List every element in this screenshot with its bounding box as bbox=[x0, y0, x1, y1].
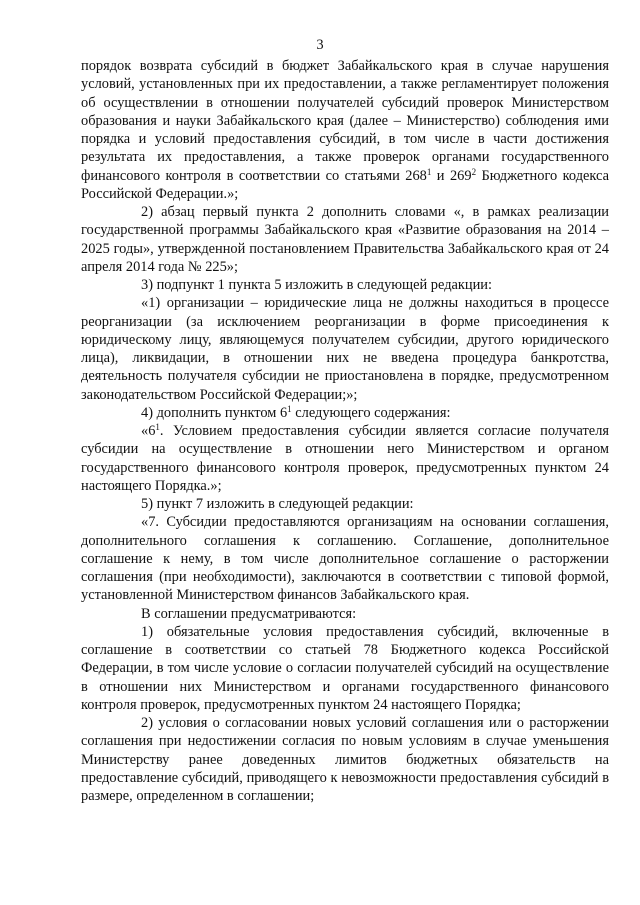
paragraph-item-2 bbox=[81, 203, 609, 276]
text-segment: 2) абзац первый пункта 2 дополнить словами «, в рамках реализации государственной программы Забайкальского края «Развитие образования на 2014 – 2025 годы», утвержденной постановлением Правительства Забайкальского края от 24 апреля 2014 года № 225»; bbox=[81, 204, 609, 275]
text-segment: 2) условия о согласовании новых условий соглашения или о расторжении соглашения при недостижении согласия по новым условиям в случае уменьшения Министерству ранее доведенных лимитов бюджетных обязательств на предоставление субсидий, приводящего к невозможности предоставления субсидий в размере, определенном в соглашении; bbox=[81, 715, 609, 804]
text-segment: «1) организации – юридические лица не должны находиться в процессе реорганизации (за исключением реорганизации в форме присоединения к юридическому лицу, являющемуся получателем субсидии, другого юридического лица), ликвидации, в отношении них не введена процедура банкротства, деятельность получателя субсидии не приостановлена в порядке, предусмотренном законодательством Российской Федерации;»; bbox=[81, 295, 609, 403]
paragraph-item-4-text bbox=[81, 422, 609, 495]
paragraph-item-3 bbox=[81, 276, 609, 294]
paragraph-item-3-text bbox=[81, 294, 609, 404]
paragraph-item-4 bbox=[81, 404, 609, 422]
text-segment: «7. Субсидии предоставляются организациям на основании соглашения, дополнительного соглашения к соглашению. Соглашение, дополнительное соглашение к нему, в том числе дополнительное соглашение о расторжении соглашения (при необходимости), заключаются в соответствии с типовой формой, установленной Министерством финансов Забайкальского края. bbox=[81, 514, 609, 604]
paragraph-continuation bbox=[81, 57, 609, 203]
superscript-1: 1 bbox=[155, 422, 160, 432]
text-segment: 4) дополнить пунктом 6 bbox=[141, 404, 288, 421]
paragraph-item-5 bbox=[81, 495, 609, 513]
text-segment: Бюджетного кодекса Российской Федерации.»; bbox=[81, 167, 609, 202]
page-number: 3 bbox=[316, 37, 324, 53]
text-segment: «6 bbox=[141, 423, 156, 439]
paragraph-agreement-condition-2 bbox=[81, 714, 609, 805]
text-segment: 5) пункт 7 изложить в следующей редакции: bbox=[141, 496, 414, 512]
paragraph-agreement-condition-1 bbox=[81, 623, 609, 714]
superscript-1: 1 bbox=[287, 403, 292, 414]
paragraph-item-5-text bbox=[81, 513, 609, 604]
text-segment: 3) подпункт 1 пункта 5 изложить в следующей редакции: bbox=[141, 277, 492, 293]
superscript-1: 1 bbox=[426, 166, 432, 177]
text-segment: порядок возврата субсидий в бюджет Забайкальского края в случае нарушения условий, установленных при их предоставлении, а также регламентирует положения об осуществлении в отношении получателей субсидий проверок Министерством образования и науки Забайкальского края (далее – Министерство) соблюдения ими порядка и условий предоставления субсидий, в том числе в части достижения результата их предоставления, а также проверок органами государственного финансового контроля в соответствии со статьями 268 bbox=[81, 58, 609, 184]
paragraph-agreement-intro bbox=[81, 605, 609, 623]
superscript-2: 2 bbox=[471, 166, 477, 177]
text-segment: следующего содержания: bbox=[291, 404, 451, 421]
document-body bbox=[81, 57, 609, 805]
text-segment: 1) обязательные условия предоставления субсидий, включенные в соглашение в соответствии со статьей 78 Бюджетного кодекса Российской Федерации, в том числе условие о согласии получателей субсидий на осуществление в отношении них Министерством и органами государственного финансового контроля проверок, предусмотренных пунктом 24 настоящего Порядка; bbox=[81, 623, 609, 713]
text-segment: В соглашении предусматриваются: bbox=[141, 605, 357, 622]
text-segment: . Условием предоставления субсидии является согласие получателя субсидии на осуществление в отношении него Министерством и органом государственного финансового контроля проверок, предусмотренных пунктом 24 настоящего Порядка.»; bbox=[81, 423, 609, 494]
text-segment: и 269 bbox=[431, 167, 472, 184]
